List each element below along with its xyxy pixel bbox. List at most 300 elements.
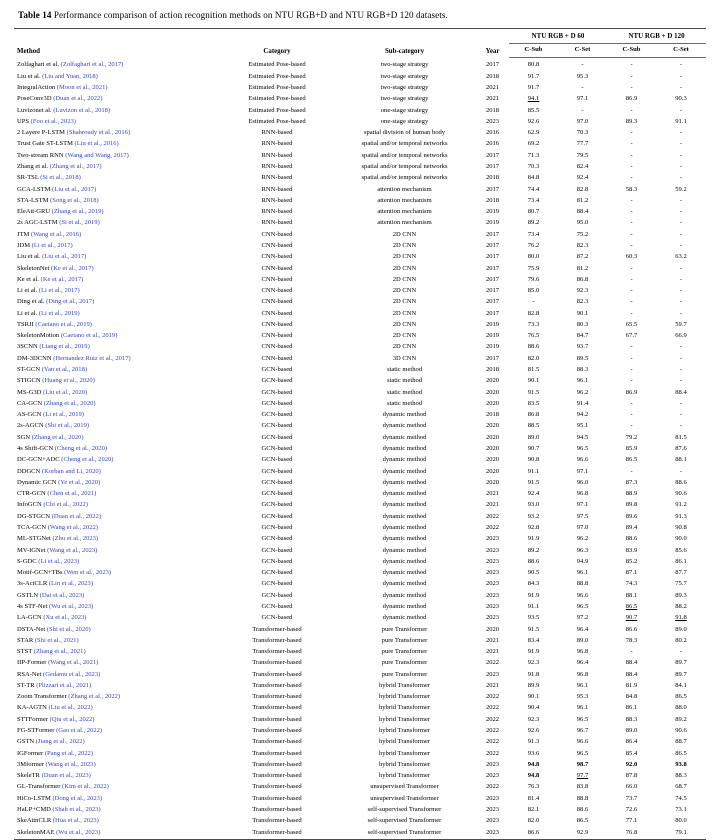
citation-link[interactable]: (Foo et al., 2023) bbox=[30, 117, 76, 125]
cell-year: 2022 bbox=[485, 749, 500, 757]
cell-year: 2018 bbox=[485, 196, 500, 204]
cell-ntu120-csub: 85.4 bbox=[625, 749, 638, 757]
citation-link[interactable]: (Chen et al., 2021) bbox=[47, 490, 97, 498]
cell-method bbox=[14, 341, 221, 352]
cell-ntu120-csub: 88.6 bbox=[625, 535, 638, 543]
cell-category: Transformer-based bbox=[252, 693, 302, 701]
table-row bbox=[14, 206, 706, 217]
citation-link[interactable]: (Duan et al., 2022) bbox=[53, 95, 103, 103]
cell-subcategory: hybrid Transformer bbox=[378, 772, 431, 780]
citation-link[interactable]: (Liu and Yuan, 2018) bbox=[42, 72, 98, 80]
table-number: Table 14 bbox=[18, 10, 52, 20]
cell-method bbox=[14, 499, 221, 510]
cell-ntu60-csub: 91.5 bbox=[527, 478, 540, 486]
table-row bbox=[14, 127, 706, 138]
citation-link[interactable]: (Wang et al., 2023) bbox=[47, 546, 98, 554]
cell-subcategory: 2D CNN bbox=[392, 298, 417, 306]
citation-link[interactable]: (Gedamu et al., 2023) bbox=[43, 670, 101, 678]
cell-ntu120-cset: 90.6 bbox=[675, 727, 687, 735]
cell-year: 2023 bbox=[476, 827, 509, 840]
table-row bbox=[14, 319, 706, 330]
cell-category: GCN-based bbox=[261, 557, 293, 565]
citation-link[interactable]: (Zhang et al., 2022) bbox=[68, 693, 121, 701]
method-name: SR-TSL bbox=[17, 174, 39, 182]
cell-ntu120-csub: - bbox=[630, 61, 633, 69]
cell-method bbox=[14, 116, 221, 127]
method-name: UPS bbox=[17, 117, 30, 125]
citation-link[interactable]: (Li et al., 2017) bbox=[38, 287, 80, 295]
citation-link[interactable]: (Duan et al., 2022) bbox=[51, 512, 102, 520]
method-name: IGFormer bbox=[17, 749, 44, 757]
cell-ntu120-csub: - bbox=[630, 354, 633, 362]
cell-ntu120-csub: 87.8 bbox=[625, 772, 638, 780]
cell-ntu60-csub: 92.3 bbox=[527, 715, 540, 723]
cell-method bbox=[14, 646, 221, 657]
cell-category: CNN-based bbox=[261, 354, 293, 362]
table-row bbox=[14, 477, 706, 488]
citation-link[interactable]: (Huang et al., 2020) bbox=[42, 377, 95, 385]
cell-ntu60-csub: 81.5 bbox=[527, 366, 540, 374]
cell-category: GCN-based bbox=[261, 377, 293, 385]
citation-link[interactable]: (Liu et al., 2020) bbox=[43, 388, 88, 396]
cell-ntu60-csub: 94.1 bbox=[527, 95, 540, 103]
citation-link[interactable]: (Qiu et al., 2022) bbox=[49, 715, 95, 723]
cell-year: 2023 bbox=[485, 546, 500, 554]
method-name: Trust Gate ST-LSTM bbox=[17, 140, 73, 148]
citation-link[interactable]: (Wang et al., 2016) bbox=[31, 230, 82, 238]
cell-ntu60-cset: 96.3 bbox=[576, 546, 589, 554]
cell-ntu120-csub: - bbox=[630, 162, 633, 170]
cell-category: GCN-based bbox=[261, 456, 293, 464]
cell-year: 2018 bbox=[485, 72, 500, 80]
cell-year: 2023 bbox=[485, 569, 500, 577]
citation-link[interactable]: (Caetano et al., 2019) bbox=[60, 332, 118, 340]
cell-ntu60-csub: 83.5 bbox=[527, 399, 540, 407]
citation-link[interactable]: (Wang et al., 2021) bbox=[48, 659, 99, 667]
citation-link[interactable]: (Shi et al., 2021) bbox=[34, 636, 79, 644]
cell-year: 2017 bbox=[485, 354, 500, 362]
cell-category: Estimated Pose-based bbox=[248, 72, 306, 80]
cell-category: CNN-based bbox=[261, 298, 293, 306]
header-row-groups bbox=[14, 29, 706, 44]
cell-subcategory: hybrid Transformer bbox=[378, 738, 431, 746]
method-name: Zhang et al. bbox=[17, 162, 49, 170]
cell-ntu60-cset: - bbox=[581, 106, 584, 114]
cell-category: RNN-based bbox=[261, 140, 293, 148]
cell-ntu60-cset: 96.6 bbox=[576, 738, 589, 746]
cell-ntu60-csub: 90.1 bbox=[527, 693, 540, 701]
cell-year: 2017 bbox=[485, 287, 500, 295]
cell-category: GCN-based bbox=[261, 523, 293, 531]
cell-subcategory: 2D CNN bbox=[392, 253, 417, 261]
cell-ntu120-cset: 81.5 bbox=[675, 433, 687, 441]
citation-link[interactable]: (Ding et al., 2017) bbox=[46, 298, 95, 306]
citation-link[interactable]: (Liu et al., 2022) bbox=[48, 704, 93, 712]
cell-year: 2022 bbox=[485, 727, 500, 735]
cell-ntu60-csub: 94.8 bbox=[527, 760, 540, 768]
citation-link[interactable]: (Si et al., 2019) bbox=[59, 219, 100, 227]
cell-method bbox=[14, 827, 221, 840]
citation-link[interactable]: (Moon et al., 2021) bbox=[56, 84, 108, 92]
citation-link[interactable]: (Wang et al., 2023) bbox=[45, 760, 96, 768]
table-row bbox=[14, 353, 706, 364]
cell-method bbox=[14, 217, 221, 228]
cell-ntu120-csub: 78.3 bbox=[625, 636, 638, 644]
cell-ntu120-cset: 85.6 bbox=[675, 546, 687, 554]
citation-link[interactable]: (Shah et al., 2023) bbox=[52, 806, 101, 814]
cell-ntu60-cset: 89.5 bbox=[576, 354, 589, 362]
citation-link[interactable]: (Zhu et al., 2023) bbox=[52, 535, 99, 543]
cell-subcategory: dynamic method bbox=[382, 456, 427, 464]
table-row bbox=[14, 229, 706, 240]
cell-ntu60-cset: 96.5 bbox=[576, 749, 589, 757]
cell-category: RNN-based bbox=[261, 129, 293, 137]
cell-ntu120-csub: 87.1 bbox=[625, 569, 638, 577]
cell-method bbox=[14, 781, 221, 792]
citation-link[interactable]: (Wu et al., 2023) bbox=[56, 828, 101, 836]
cell-subcategory: one-stage strategy bbox=[380, 117, 429, 125]
cell-subcategory: attention mechanism bbox=[377, 219, 432, 227]
table-row bbox=[14, 804, 706, 815]
cell-category: CNN-based bbox=[261, 309, 293, 317]
citation-link[interactable]: (Liu et al., 2016) bbox=[74, 140, 119, 148]
cell-ntu60-csub: 93.6 bbox=[527, 749, 540, 757]
citation-link[interactable]: (Song et al., 2018) bbox=[50, 196, 99, 204]
citation-link[interactable]: (Chi et al., 2022) bbox=[43, 501, 88, 509]
cell-subcategory: pure Transformer bbox=[381, 659, 428, 667]
cell-ntu60-csub: 91.8 bbox=[527, 670, 540, 678]
citation-link[interactable]: (Li et al., 2023) bbox=[38, 557, 80, 565]
cell-ntu120-csub: 87.3 bbox=[625, 478, 638, 486]
citation-link[interactable]: (Dong et al., 2023) bbox=[52, 794, 103, 802]
table-row bbox=[14, 274, 706, 285]
cell-method bbox=[14, 466, 221, 477]
cell-ntu60-csub: 88.6 bbox=[527, 343, 540, 351]
cell-ntu60-csub: 79.6 bbox=[527, 275, 540, 283]
citation-link[interactable]: (Dai et al., 2023) bbox=[39, 591, 85, 599]
table-row bbox=[14, 669, 706, 680]
cell-ntu120-cset: 88.4 bbox=[675, 388, 687, 396]
cell-ntu120-csub: 88.1 bbox=[625, 591, 638, 599]
cell-subcategory: dynamic method bbox=[382, 501, 427, 509]
cell-ntu60-csub: 85.0 bbox=[527, 287, 540, 295]
cell-ntu60-cset: 96.0 bbox=[576, 478, 589, 486]
table-row bbox=[14, 105, 706, 116]
citation-link[interactable]: (Hernandez Ruiz et al., 2017) bbox=[53, 354, 131, 362]
cell-ntu120-csub: - bbox=[630, 140, 633, 148]
citation-link[interactable]: (Kim et al., 2022) bbox=[62, 783, 109, 791]
citation-link[interactable]: (Ke et al., 2017) bbox=[51, 264, 94, 272]
cell-category: GCN-based bbox=[261, 366, 293, 374]
cell-ntu120-cset: 86.1 bbox=[675, 557, 687, 565]
cell-method bbox=[14, 330, 221, 341]
cell-ntu60-cset: 82.3 bbox=[576, 241, 589, 249]
method-name: CA-GCN bbox=[17, 399, 43, 407]
cell-method bbox=[14, 522, 221, 533]
citation-link[interactable]: (Zolfaghari et al., 2017) bbox=[60, 61, 124, 69]
citation-link[interactable]: (Plizzari et al., 2021) bbox=[36, 681, 92, 689]
citation-link[interactable]: (Liang et al., 2019) bbox=[39, 343, 90, 351]
cell-ntu120-csub: - bbox=[630, 151, 633, 159]
cell-year: 2021 bbox=[485, 648, 500, 656]
citation-link[interactable]: (Yan et al., 2018) bbox=[41, 366, 88, 374]
cell-year: 2023 bbox=[485, 772, 500, 780]
cell-ntu120-cset: 84.1 bbox=[675, 681, 687, 689]
table-row bbox=[14, 330, 706, 341]
cell-ntu120-cset: 79.1 bbox=[656, 827, 706, 840]
citation-link[interactable]: (Wang and Wang, 2017) bbox=[65, 151, 129, 159]
column-group-header-ntu60: NTU RGB + D 60 bbox=[509, 29, 607, 44]
cell-method bbox=[14, 251, 221, 262]
table-row bbox=[14, 646, 706, 657]
cell-method bbox=[14, 127, 221, 138]
cell-category: CNN-based bbox=[261, 264, 293, 272]
citation-link[interactable]: (Pang et al., 2022) bbox=[44, 749, 94, 757]
table-row bbox=[14, 454, 706, 465]
cell-subcategory: 2D CNN bbox=[392, 343, 417, 351]
cell-ntu60-cset: 94.5 bbox=[576, 433, 589, 441]
citation-link[interactable]: (Ye et al., 2020) bbox=[58, 478, 101, 486]
cell-year: 2021 bbox=[485, 636, 500, 644]
table-row bbox=[14, 443, 706, 454]
cell-subcategory: hybrid Transformer bbox=[378, 760, 431, 768]
cell-method bbox=[14, 229, 221, 240]
citation-link[interactable]: (Ke et al., 2017) bbox=[40, 275, 84, 283]
table-row bbox=[14, 217, 706, 228]
cell-ntu60-cset: 96.7 bbox=[576, 727, 589, 735]
cell-category: CNN-based bbox=[261, 253, 293, 261]
cell-ntu120-cset: - bbox=[679, 411, 683, 419]
citation-link[interactable]: (Si et al., 2018) bbox=[40, 174, 81, 182]
cell-method bbox=[14, 274, 221, 285]
citation-link[interactable]: (Li et al., 2017) bbox=[31, 241, 73, 249]
cell-ntu60-cset: 79.5 bbox=[576, 151, 589, 159]
cell-ntu60-csub: 73.3 bbox=[527, 320, 540, 328]
citation-link[interactable]: (Gao et al., 2022) bbox=[56, 727, 103, 735]
cell-ntu60-csub: 93.0 bbox=[527, 501, 540, 509]
cell-ntu60-cset: 88.8 bbox=[576, 580, 589, 588]
table-row bbox=[14, 567, 706, 578]
cell-method bbox=[14, 443, 221, 454]
cell-subcategory: hybrid Transformer bbox=[378, 715, 431, 723]
cell-year: 2018 bbox=[485, 366, 500, 374]
citation-link[interactable]: (Liu et al., 2017) bbox=[52, 185, 97, 193]
cell-category: GCN-based bbox=[261, 569, 293, 577]
method-name: RSA-Net bbox=[17, 670, 42, 678]
cell-ntu60-csub: 88.6 bbox=[527, 557, 540, 565]
cell-year: 2020 bbox=[485, 445, 500, 453]
results-table bbox=[14, 28, 706, 840]
cell-ntu60-cset: 81.2 bbox=[576, 264, 589, 272]
cell-category: GCN-based bbox=[261, 411, 293, 419]
cell-ntu60-cset: 92.4 bbox=[576, 174, 589, 182]
table-row bbox=[14, 150, 706, 161]
cell-category: RNN-based bbox=[261, 162, 293, 170]
table-row bbox=[14, 533, 706, 544]
cell-subcategory: dynamic method bbox=[382, 535, 427, 543]
cell-subcategory: static method bbox=[386, 388, 423, 396]
table-row bbox=[14, 781, 706, 792]
cell-ntu120-cset: - bbox=[679, 196, 683, 204]
table-row bbox=[14, 93, 706, 104]
cell-ntu120-cset: - bbox=[679, 648, 683, 656]
cell-ntu120-cset: - bbox=[679, 422, 683, 430]
cell-method bbox=[14, 657, 221, 668]
cell-year: 2023 bbox=[485, 794, 500, 802]
cell-subcategory: self-supervised Transformer bbox=[367, 817, 442, 825]
citation-link[interactable]: (Hua et al., 2023) bbox=[52, 817, 99, 825]
citation-link[interactable]: (Cheng et al., 2020) bbox=[61, 456, 114, 464]
table-row bbox=[14, 432, 706, 443]
cell-method bbox=[14, 477, 221, 488]
citation-link[interactable]: (Liu et al., 2017) bbox=[42, 253, 87, 261]
cell-year: 2017 bbox=[485, 230, 500, 238]
cell-year: 2022 bbox=[485, 715, 500, 723]
cell-ntu60-csub: 82.8 bbox=[527, 309, 540, 317]
cell-year: 2020 bbox=[485, 422, 500, 430]
citation-link[interactable]: (Wu et al., 2023) bbox=[49, 602, 94, 610]
cell-year: 2016 bbox=[485, 129, 500, 137]
cell-ntu60-csub: 91.5 bbox=[527, 625, 540, 633]
cell-category: Estimated Pose-based bbox=[248, 61, 306, 69]
cell-ntu60-cset: 96.8 bbox=[576, 490, 589, 498]
citation-link[interactable]: (Shi et al., 2020) bbox=[46, 625, 91, 633]
cell-method bbox=[14, 545, 221, 556]
citation-link[interactable]: (Xu et al., 2023) bbox=[43, 614, 87, 622]
cell-ntu120-cset: 68.7 bbox=[675, 783, 687, 791]
cell-ntu120-csub: 89.4 bbox=[625, 523, 638, 531]
table-row bbox=[14, 161, 706, 172]
cell-method bbox=[14, 432, 221, 443]
cell-category: RNN-based bbox=[261, 174, 293, 182]
cell-year: 2019 bbox=[485, 320, 500, 328]
citation-link[interactable]: (Caetano et al., 2019) bbox=[35, 320, 92, 328]
cell-ntu120-csub: - bbox=[630, 264, 633, 272]
cell-ntu120-csub: 72.6 bbox=[625, 806, 638, 814]
cell-ntu120-cset: - bbox=[679, 129, 683, 137]
table-row bbox=[14, 466, 706, 477]
cell-ntu60-cset: 96.1 bbox=[576, 704, 589, 712]
method-name: Zolfaghari et al. bbox=[17, 61, 59, 69]
cell-ntu60-cset: 83.8 bbox=[576, 783, 589, 791]
citation-link[interactable]: (Cheng et al., 2020) bbox=[54, 445, 108, 453]
cell-category: Transformer-based bbox=[252, 760, 302, 768]
cell-ntu60-cset: 95.1 bbox=[576, 422, 589, 430]
cell-ntu60-csub: 69.2 bbox=[527, 140, 540, 148]
cell-ntu60-csub: 88.5 bbox=[527, 422, 540, 430]
cell-method bbox=[14, 725, 221, 736]
table-row bbox=[14, 545, 706, 556]
cell-category: GCN-based bbox=[261, 602, 293, 610]
method-name: GSTLN bbox=[17, 591, 39, 599]
cell-ntu120-csub: - bbox=[630, 208, 633, 216]
method-name: ST-TR bbox=[17, 681, 35, 689]
cell-ntu60-cset: - bbox=[581, 61, 584, 69]
cell-year: 2018 bbox=[485, 174, 500, 182]
cell-ntu120-csub: 89.6 bbox=[625, 512, 638, 520]
citation-link[interactable]: (Li et al., 2019) bbox=[38, 309, 80, 317]
cell-category: Transformer-based bbox=[252, 806, 302, 814]
cell-ntu120-cset: 90.3 bbox=[675, 95, 687, 103]
cell-year: 2022 bbox=[485, 659, 500, 667]
cell-ntu120-cset: - bbox=[679, 467, 683, 475]
cell-subcategory: pure Transformer bbox=[381, 636, 428, 644]
citation-link[interactable]: (Zhang et al., 2020) bbox=[31, 433, 84, 441]
cell-ntu120-csub: 58.3 bbox=[625, 185, 638, 193]
cell-ntu120-cset: 66.9 bbox=[675, 332, 687, 340]
cell-year: 2022 bbox=[485, 738, 500, 746]
citation-link[interactable]: (Shi et al., 2019) bbox=[45, 422, 90, 430]
cell-subcategory: two-stage strategy bbox=[380, 61, 429, 69]
citation-link[interactable]: (Zhang et al., 2017) bbox=[49, 162, 102, 170]
cell-ntu120-csub: 60.3 bbox=[625, 253, 638, 261]
table-row bbox=[14, 702, 706, 713]
cell-ntu60-csub: 91.9 bbox=[527, 591, 540, 599]
table-row bbox=[14, 759, 706, 770]
citation-link[interactable]: (Li et al., 2019) bbox=[43, 411, 84, 419]
citation-link[interactable]: (Zhang et al., 2021) bbox=[33, 648, 86, 656]
method-name: 3Mformer bbox=[17, 760, 44, 768]
cell-category: CNN-based bbox=[261, 320, 293, 328]
citation-link[interactable]: (Jiang et al., 2022) bbox=[35, 738, 85, 746]
citation-link[interactable]: (Korban and Li, 2020) bbox=[41, 467, 101, 475]
cell-ntu60-csub: 86.6 bbox=[509, 827, 558, 840]
method-name: Luvizonet al. bbox=[17, 106, 52, 114]
cell-year: 2017 bbox=[485, 309, 500, 317]
cell-ntu120-csub: - bbox=[630, 241, 633, 249]
cell-method bbox=[14, 714, 221, 725]
cell-year: 2021 bbox=[485, 95, 500, 103]
cell-ntu60-csub: 91.1 bbox=[527, 602, 540, 610]
method-name: CTR-GCN bbox=[17, 490, 46, 498]
cell-year: 2022 bbox=[485, 523, 500, 531]
citation-link[interactable]: (Luvizon et al., 2018) bbox=[53, 106, 111, 114]
cell-year: 2023 bbox=[485, 670, 500, 678]
table-row bbox=[14, 296, 706, 307]
cell-subcategory: two-stage strategy bbox=[380, 72, 429, 80]
cell-subcategory: dynamic method bbox=[382, 445, 427, 453]
cell-category: GCN-based bbox=[261, 467, 293, 475]
cell-year: 2023 bbox=[485, 760, 500, 768]
cell-method bbox=[14, 195, 221, 206]
citation-link[interactable]: (Zhang et al., 2019) bbox=[51, 208, 104, 216]
cell-ntu60-csub: 71.3 bbox=[527, 151, 540, 159]
table-row bbox=[14, 116, 706, 127]
table-row bbox=[14, 285, 706, 296]
cell-category: Estimated Pose-based bbox=[248, 117, 306, 125]
cell-ntu120-csub: 92.0 bbox=[625, 760, 638, 768]
citation-link[interactable]: (Zhang et al., 2020) bbox=[43, 399, 96, 407]
citation-link[interactable]: (Shahroudy et al., 2016) bbox=[66, 129, 131, 137]
citation-link[interactable]: (Duan et al., 2023) bbox=[41, 772, 91, 780]
citation-link[interactable]: (Wang et al., 2022) bbox=[47, 523, 98, 531]
cell-method bbox=[14, 172, 221, 183]
cell-method bbox=[14, 398, 221, 409]
cell-category: GCN-based bbox=[261, 422, 293, 430]
citation-link[interactable]: (Lin et al., 2023) bbox=[48, 580, 94, 588]
cell-ntu60-csub: 90.4 bbox=[527, 704, 540, 712]
cell-ntu60-cset: 88.3 bbox=[576, 366, 589, 374]
citation-link[interactable]: (Wen et al., 2023) bbox=[64, 569, 112, 577]
table-head bbox=[14, 29, 706, 58]
cell-ntu60-cset: 84.7 bbox=[576, 332, 589, 340]
cell-year: 2021 bbox=[485, 501, 500, 509]
cell-ntu60-cset: 96.4 bbox=[576, 625, 589, 633]
cell-ntu120-csub: 86.9 bbox=[625, 388, 638, 396]
cell-ntu120-cset: - bbox=[679, 354, 683, 362]
cell-ntu120-csub: 88.3 bbox=[625, 715, 638, 723]
cell-ntu60-cset: 86.8 bbox=[576, 275, 589, 283]
